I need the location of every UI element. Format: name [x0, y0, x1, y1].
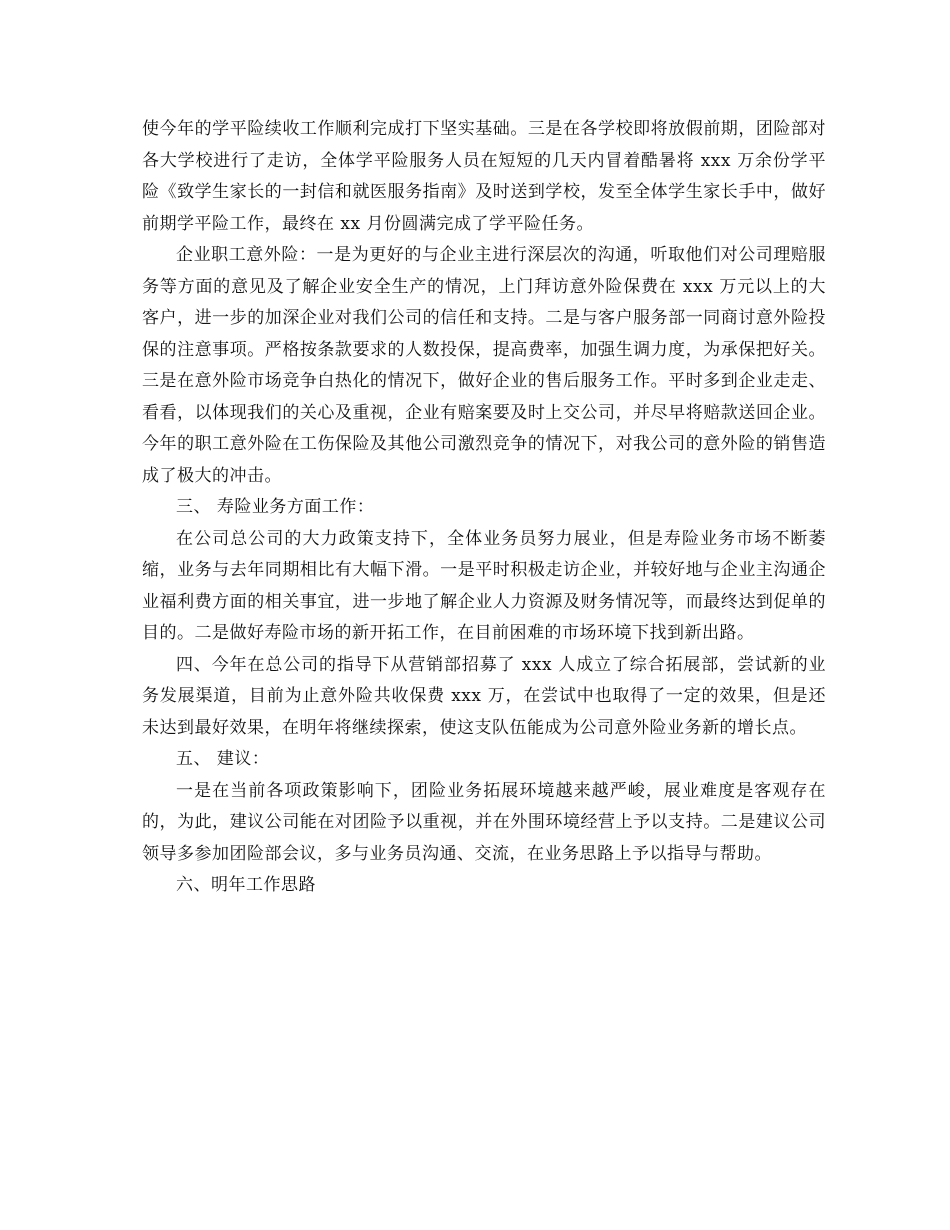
paragraph-suggestions: 一是在当前各项政策影响下，团险业务拓展环境越来越严峻，展业难度是客观存在的，为此，建议公司能在对团险予以重视，并在外围环境经营上予以支持。二是建议公司领导多参加团险部会议，多与业务员沟通、交流，在业务思路上予以指导与帮助。: [142, 780, 826, 864]
section-heading-life-insurance: 三、 寿险业务方面工作：: [176, 497, 375, 517]
paragraph-life-insurance-work: 在公司总公司的大力政策支持下，全体业务员努力展业，但是寿险业务市场不断萎缩，业务与去年同期相比有大幅下滑。一是平时积极走访企业，并较好地与企业主沟通企业福利费方面的相关事宜，进一步地了解企业人力资源及财务情况等，而最终达到促单的目的。二是做好寿险市场的新开拓工作，在目前困难的市场环境下找到新出路。: [142, 528, 826, 643]
section-heading-suggestions: 五、 建议：: [176, 749, 270, 769]
document-body: [142, 114, 826, 902]
paragraph-student-insurance-continuation: 使今年的学平险续收工作顺利完成打下坚实基础。三是在各学校即将放假前期，团险部对各大学校进行了走访，全体学平险服务人员在短短的几天内冒着酷暑将 xxx 万余份学平险《致学生家长的一封信和就医服务指南》及时送到学校，发至全体学生家长手中，做好前期学平险工作，最终在 xx 月份圆满完成了学平险任务。: [142, 119, 826, 234]
paragraph-employee-accident-insurance: 企业职工意外险：一是为更好的与企业主进行深层次的沟通，听取他们对公司理赔服务等方面的意见及了解企业安全生产的情况，上门拜访意外险保费在 xxx 万元以上的大客户，进一步的加深企业对我们公司的信任和支持。二是与客户服务部一同商讨意外险投保的注意事项。严格按条款要求的人数投保，提高费率，加强生调力度，为承保把好关。三是在意外险市场竞争白热化的情况下，做好企业的售后服务工作。平时多到企业走走、看看，以体现我们的关心及重视，企业有赔案要及时上交公司，并尽早将赔款送回企业。今年的职工意外险在工伤保险及其他公司激烈竞争的情况下，对我公司的意外险的销售造成了极大的冲击。: [142, 245, 826, 486]
section-heading-next-year-plan: 六、明年工作思路: [176, 875, 316, 895]
paragraph-expansion-department: 四、今年在总公司的指导下从营销部招募了 xxx 人成立了综合拓展部，尝试新的业务发展渠道，目前为止意外险共收保费 xxx 万，在尝试中也取得了一定的效果，但是还未达到最好效果，在明年将继续探索，使这支队伍能成为公司意外险业务新的增长点。: [142, 654, 826, 738]
